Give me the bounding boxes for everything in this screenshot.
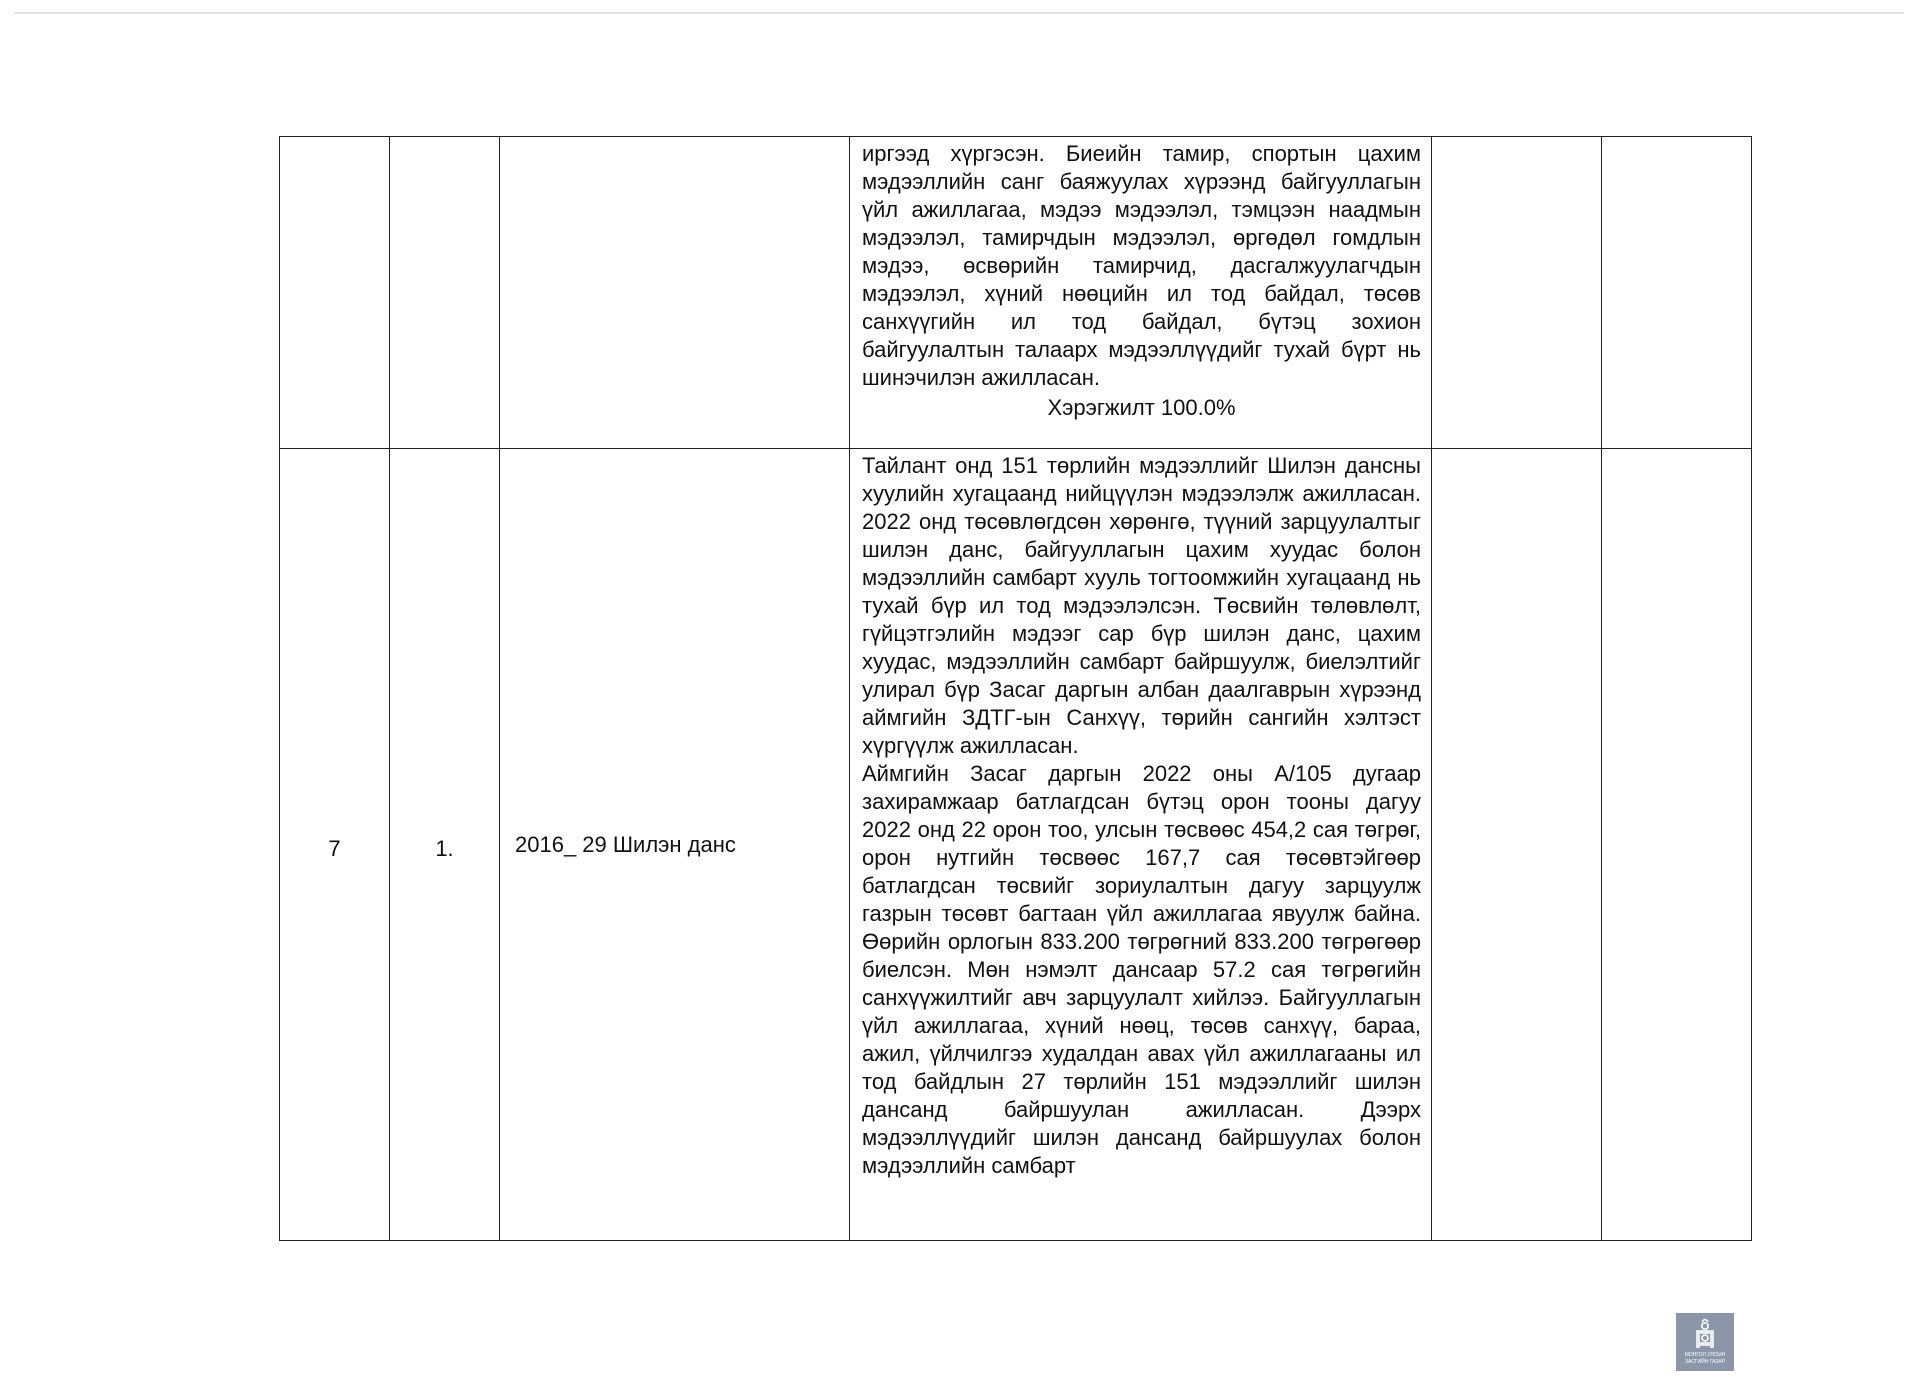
description-paragraph: Тайлант онд 151 төрлийн мэдээллийг Шилэн дансны хуулийн хугацаанд нийцүүлэн мэдээлэлж ажилласан. 2022 онд төсөвлөгдсөн хөрөнгө, түүний зарцуулалтыг шилэн данс, байгууллагын цахим хуудас болон мэдээллийн самбарт хууль тогтоомжийн хугацаанд нь тухай бүр ил тод мэдээлэлсэн. Төсвийн төлөвлөлт, гүйцэтгэлийн мэдээг сар бүр шилэн данс, цахим хуудас, мэдээллийн самбарт байршуулж, биелэлтийг улирал бүр Засаг даргын албан даалгаврын хүрээнд аймгийн ЗДТГ-ын Санхүү, төрийн сангийн хэлтэст хүргүүлж ажилласан. (862, 453, 1421, 758)
table-row (280, 137, 1752, 449)
cell-law-name (500, 137, 850, 449)
cell-empty-6 (1602, 449, 1752, 1241)
cell-description (850, 137, 1432, 449)
cell-number (280, 137, 390, 449)
cell-number (280, 449, 390, 1241)
logo-line-2: ЗАСГИЙН ГАЗАР (1684, 1359, 1726, 1365)
logo-line-1: МОНГОЛ УЛСЫН (1684, 1352, 1726, 1358)
report-table (279, 136, 1752, 1241)
cell-item (390, 137, 500, 449)
cell-law-name: 2016_ 29 Шилэн данс (500, 449, 850, 1241)
item-number: 1. (435, 835, 454, 861)
description-paragraph: иргээд хүргэсэн. Биеийн тамир, спортын цахим мэдээллийн санг баяжуулах хүрээнд байгууллагын үйл ажиллагаа, мэдээ мэдээлэл, тэмцээн наадмын мэдээлэл, тамирчдын мэдээлэл, өргөдөл гомдлын мэдээ, өсвөрийн тамирчид, дасгалжуулагчдын мэдээлэл, хүний нөөцийн ил тод байдал, төсөв санхүүгийн ил тод байдал, бүтэц зохион байгуулалтын талаарх мэдээллүүдийг тухай бүрт нь шинэчилэн ажилласан. (862, 141, 1421, 390)
performance-rate: Хэрэгжилт 100.0% (1047, 395, 1236, 420)
page-top-edge (14, 12, 1904, 14)
table-row (280, 449, 1752, 1241)
row-number: 7 (328, 835, 341, 861)
description-paragraph: Аймгийн Засаг даргын 2022 оны А/105 дугаар захирамжаар батлагдсан бүтэц орон тооны дагуу 2022 онд 22 орон тоо, улсын төсвөөс 454,2 сая төгрөг, орон нутгийн төсвөөс 167,7 сая төсөвтэйгөөр батлагдсан төсвийг зориулалтын дагуу зарцуулж газрын төсөвт багтаан үйл ажиллагаа явуулж байна. Өөрийн орлогын 833.200 төгрөгний 833.200 төгрөгөөр биелсэн. Мөн нэмэлт дансаар 57.2 сая төгрөгийн санхүүжилтийг авч зарцуулалт хийлээ. Байгууллагын үйл ажиллагаа, хүний нөөц, төсөв санхүү, бараа, ажил, үйлчилгээ худалдан авах үйл ажиллагааны ил тод байдлын 27 төрлийн 151 мэдээллийг шилэн дансанд байршуулан ажилласан. Дээрх мэдээллүүдийг шилэн дансанд байршуулах болон мэдээллийн самбарт (862, 761, 1421, 1178)
cell-item (390, 449, 500, 1241)
cell-description (850, 449, 1432, 1241)
cell-empty-6 (1602, 137, 1752, 449)
government-logo (1676, 1313, 1734, 1371)
cell-empty-5 (1432, 449, 1602, 1241)
soyombo-emblem-icon (1676, 1313, 1734, 1371)
cell-empty-5 (1432, 137, 1602, 449)
